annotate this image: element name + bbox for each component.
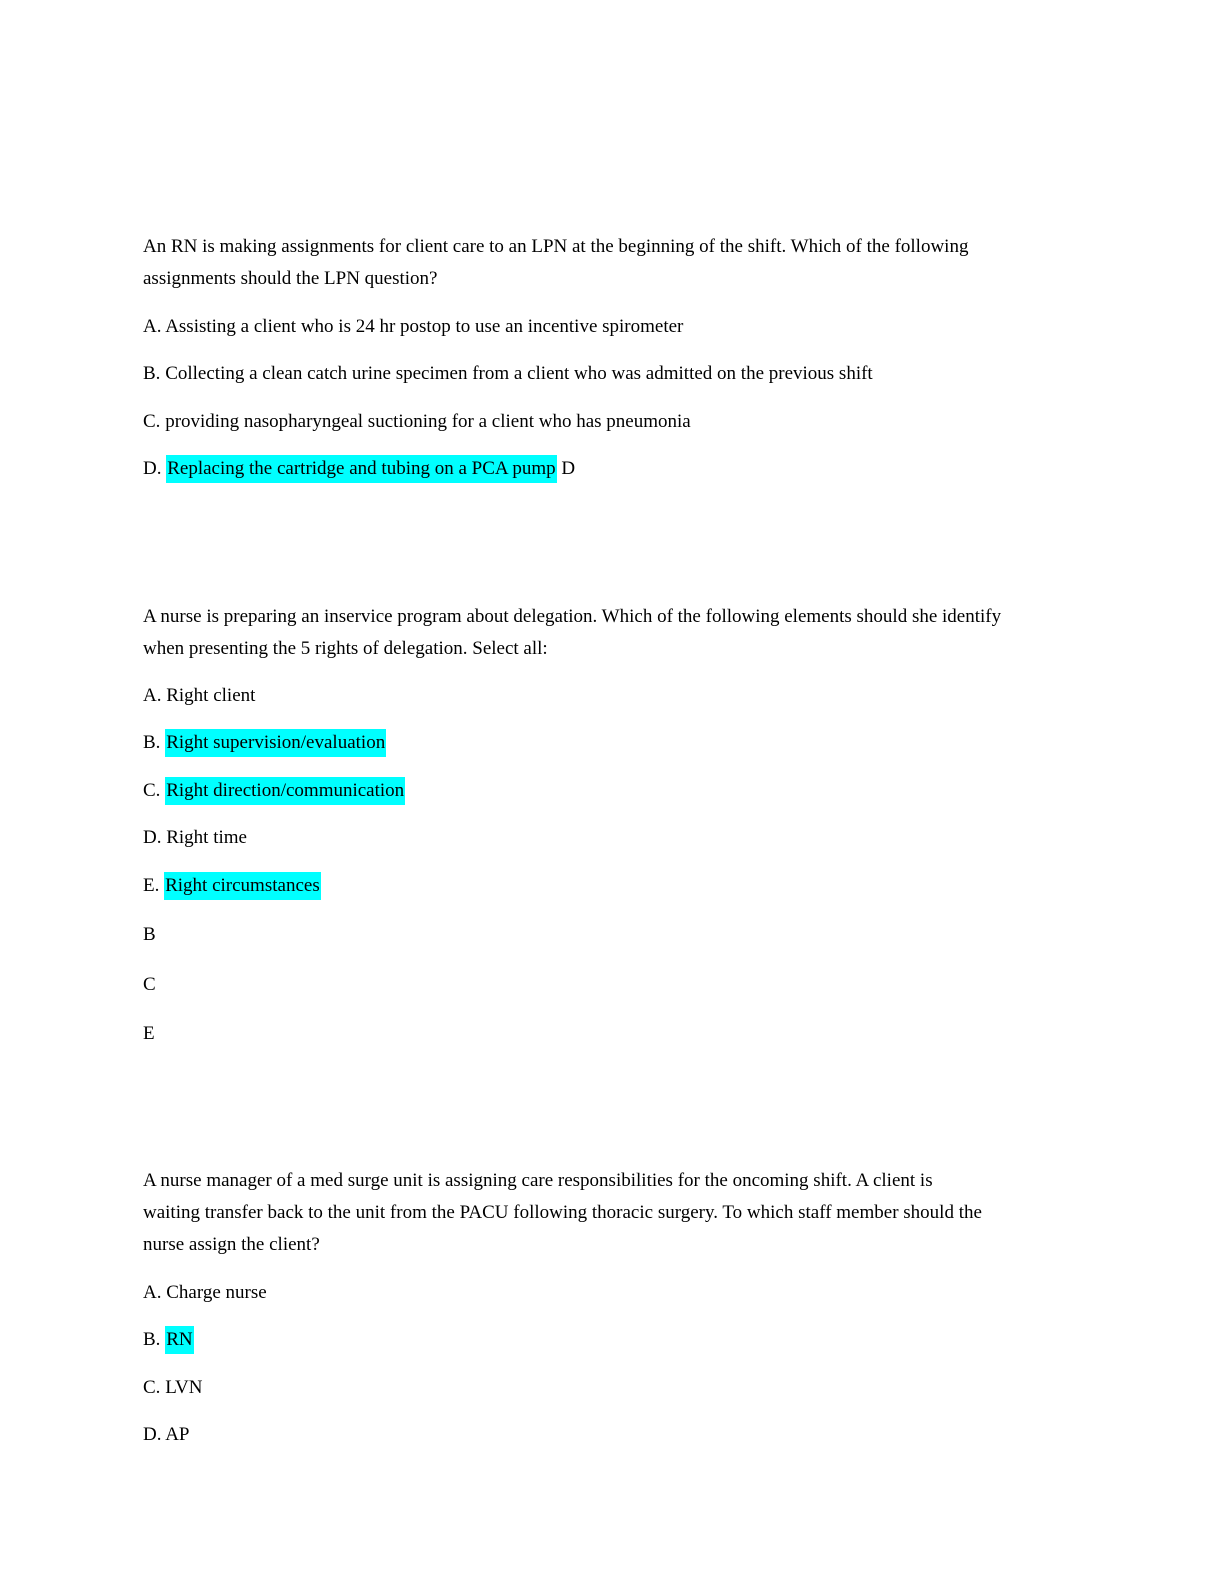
- q1-option-a: [143, 314, 683, 340]
- option-letter: D.: [143, 1424, 162, 1445]
- option-letter: B.: [143, 732, 161, 753]
- option-text: AP: [165, 1424, 190, 1445]
- q1-option-b: [143, 361, 873, 387]
- option-letter: B.: [143, 1329, 161, 1350]
- option-text: Right client: [166, 685, 256, 706]
- highlighted-answer-text: Right supervision/evaluation: [165, 729, 386, 757]
- option-letter: A.: [143, 1282, 162, 1303]
- option-text: providing nasopharyngeal suctioning for a client who has pneumonia: [165, 411, 691, 432]
- q2-option-a: [143, 683, 255, 709]
- highlighted-answer-text: Right circumstances: [164, 872, 321, 900]
- q2-option-b: [143, 730, 386, 756]
- q3-option-c: [143, 1375, 203, 1401]
- option-letter: C.: [143, 411, 161, 432]
- q2-answer-key-1: B: [143, 924, 156, 945]
- option-letter: E.: [143, 875, 160, 896]
- q2-answer-key-2: C: [143, 974, 156, 995]
- highlighted-answer-text: RN: [165, 1326, 193, 1354]
- option-text: Collecting a clean catch urine specimen from a client who was admitted on the previous shift: [165, 363, 873, 384]
- q2-option-c: [143, 778, 405, 804]
- option-letter: D.: [143, 458, 162, 479]
- highlighted-answer-text: Replacing the cartridge and tubing on a PCA pump: [166, 455, 556, 483]
- q2-option-e: [143, 873, 321, 899]
- q2-stem-line-2: when presenting the 5 rights of delegation. Select all:: [143, 638, 548, 659]
- option-letter: A.: [143, 316, 162, 337]
- option-letter: C.: [143, 1377, 161, 1398]
- q1-option-c: [143, 409, 691, 435]
- q1-stem-line-1: An RN is making assignments for client care to an LPN at the beginning of the shift. Which of the following: [143, 236, 969, 257]
- option-letter: B.: [143, 363, 161, 384]
- q3-option-a: [143, 1280, 267, 1306]
- q2-stem-line-1: A nurse is preparing an inservice program about delegation. Which of the following elements should she identify: [143, 606, 1002, 627]
- q3-option-b: [143, 1327, 194, 1353]
- option-text: Assisting a client who is 24 hr postop to use an incentive spirometer: [165, 316, 684, 337]
- option-text: Right time: [166, 827, 247, 848]
- q2-answer-key-3: E: [143, 1023, 155, 1044]
- q3-stem-line-1: A nurse manager of a med surge unit is assigning care responsibilities for the oncoming shift. A client is: [143, 1170, 933, 1191]
- q1-stem-line-2: assignments should the LPN question?: [143, 268, 438, 289]
- option-text: Charge nurse: [166, 1282, 267, 1303]
- q3-stem-line-3: nurse assign the client?: [143, 1234, 320, 1255]
- q3-stem-line-2: waiting transfer back to the unit from the PACU following thoracic surgery. To which staff member should the: [143, 1202, 982, 1223]
- option-letter: C.: [143, 780, 161, 801]
- answer-key: D: [561, 458, 576, 479]
- option-letter: D.: [143, 827, 162, 848]
- q2-option-d: [143, 825, 247, 851]
- option-letter: A.: [143, 685, 162, 706]
- option-text: LVN: [165, 1377, 203, 1398]
- highlighted-answer-text: Right direction/communication: [165, 777, 405, 805]
- q1-option-d: [143, 456, 575, 482]
- q3-option-d: [143, 1422, 189, 1448]
